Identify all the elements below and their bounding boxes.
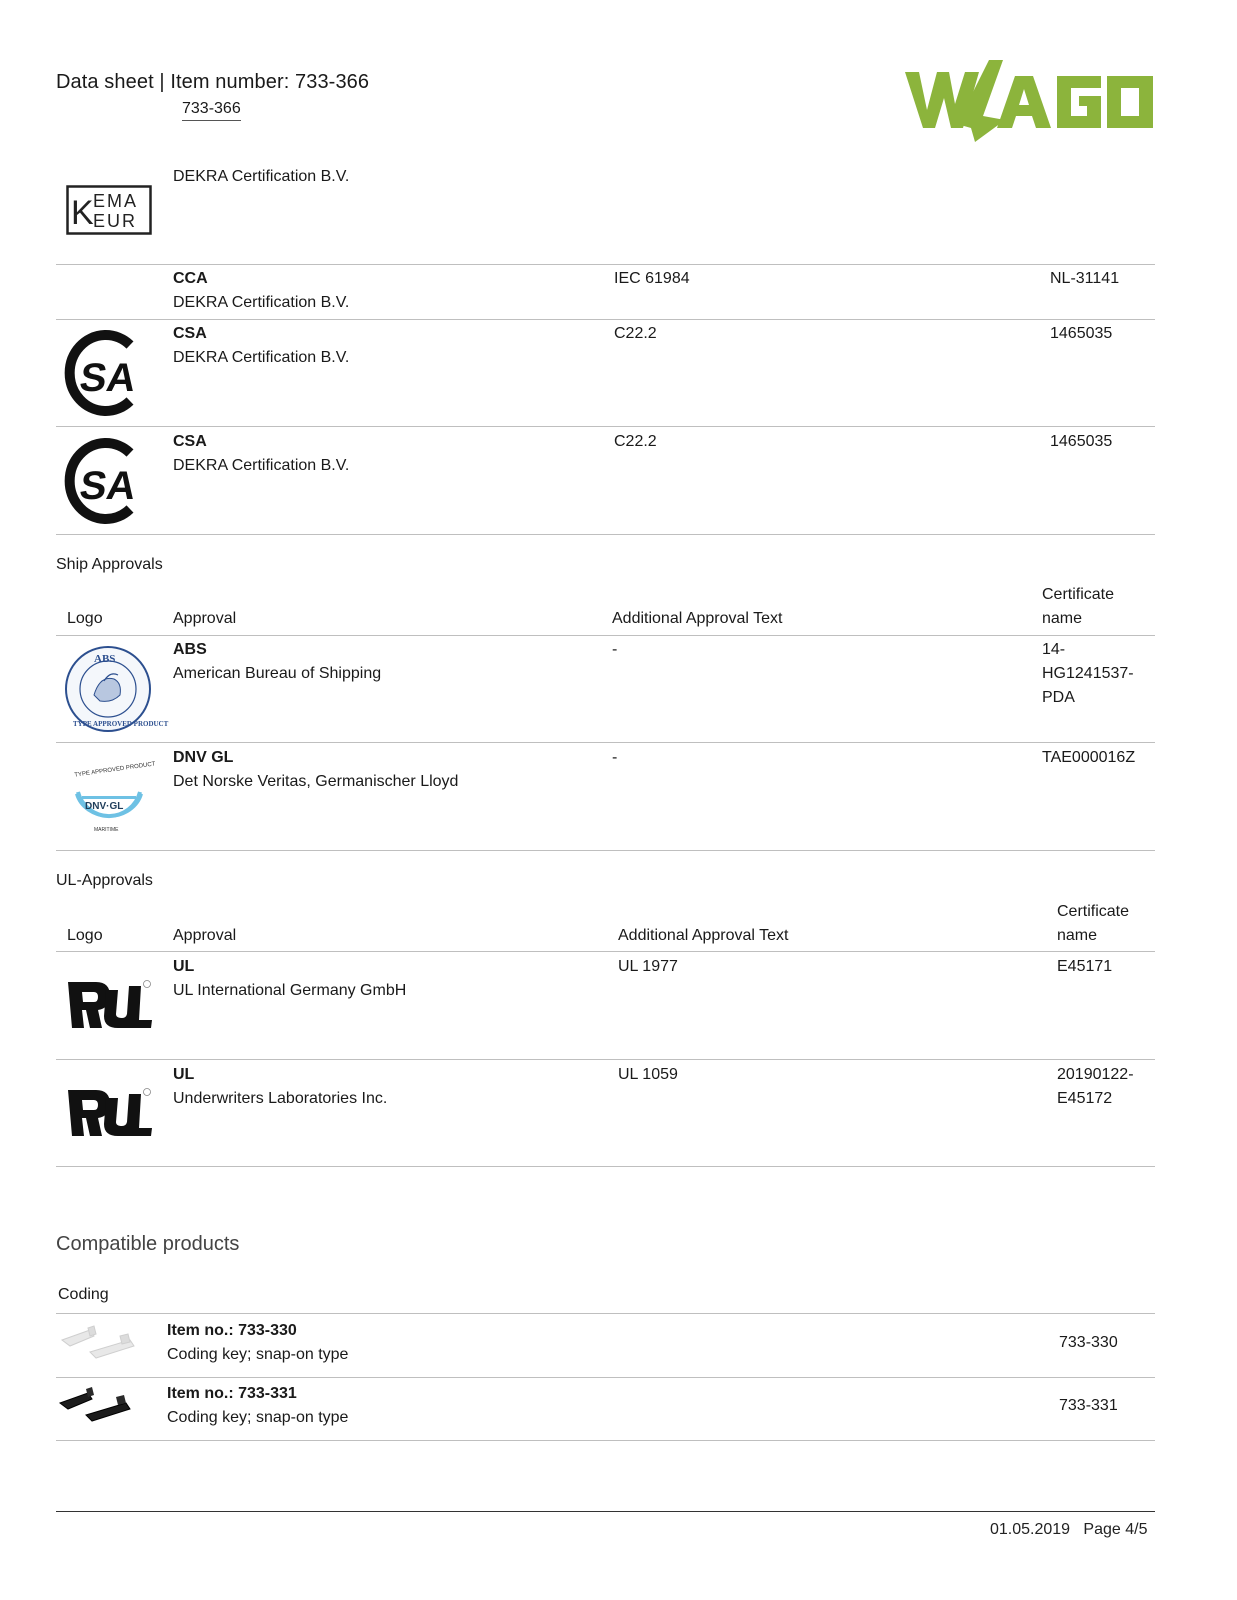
- certificate-name: TAE000016Z: [1042, 749, 1136, 766]
- svg-text:SA: SA: [77, 463, 139, 508]
- item-number-link[interactable]: 733-366: [182, 100, 241, 121]
- approval-org: DEKRA Certification B.V.: [173, 349, 350, 366]
- divider: [56, 635, 1155, 636]
- dnv-gl-logo-subtext: MARITIME: [94, 827, 119, 833]
- column-header: name: [1042, 610, 1083, 627]
- dnv-gl-logo: [68, 756, 156, 836]
- column-header: Logo: [67, 610, 103, 627]
- abs-logo: [64, 645, 169, 733]
- divider: [56, 850, 1155, 851]
- certificate-name: PDA: [1042, 689, 1075, 706]
- column-header: Certificate: [1042, 586, 1115, 603]
- csa-logo: [70, 437, 148, 525]
- approval-name: UL: [173, 958, 195, 975]
- approval-standard: IEC 61984: [614, 270, 690, 287]
- kema-letter: K: [71, 194, 94, 232]
- approval-org: DEKRA Certification B.V.: [173, 168, 350, 185]
- certificate-name: E45172: [1057, 1090, 1113, 1107]
- approval-name: DNV GL: [173, 749, 234, 766]
- approval-name: CSA: [173, 325, 207, 342]
- approval-org: UL International Germany GmbH: [173, 982, 407, 999]
- column-header: Approval: [173, 610, 237, 627]
- abs-logo-text: ABS: [94, 653, 116, 665]
- column-header: Logo: [67, 927, 103, 944]
- divider: [56, 1313, 1155, 1314]
- divider: [56, 951, 1155, 952]
- section-title: Ship Approvals: [56, 556, 163, 573]
- footer-divider: [56, 1511, 1155, 1512]
- footer-page: Page 4/5: [1083, 1521, 1148, 1538]
- approval-standard: C22.2: [614, 433, 657, 450]
- approval-org: DEKRA Certification B.V.: [173, 294, 350, 311]
- column-header: Approval: [173, 927, 237, 944]
- product-description: Coding key; snap-on type: [167, 1346, 349, 1363]
- certificate-name: 20190122-: [1057, 1066, 1134, 1083]
- column-header: Certificate: [1057, 903, 1130, 920]
- divider: [56, 742, 1155, 743]
- additional-text: UL 1977: [618, 958, 678, 975]
- approval-name: UL: [173, 1066, 195, 1083]
- approval-org: DEKRA Certification B.V.: [173, 457, 350, 474]
- approval-org: Underwriters Laboratories Inc.: [173, 1090, 388, 1107]
- ul-recognized-logo: [66, 978, 154, 1032]
- approval-name: CCA: [173, 270, 208, 287]
- group-title: Coding: [58, 1286, 109, 1303]
- divider: [56, 1166, 1155, 1167]
- approval-org: Det Norske Veritas, Germanischer Lloyd: [173, 773, 459, 790]
- certificate-name: E45171: [1057, 958, 1113, 975]
- divider: [56, 319, 1155, 320]
- approval-org: American Bureau of Shipping: [173, 665, 382, 682]
- certificate-name: 1465035: [1050, 325, 1113, 342]
- product-number[interactable]: 733-331: [1059, 1397, 1118, 1414]
- eur-text: EUR: [93, 211, 138, 231]
- approval-standard: C22.2: [614, 325, 657, 342]
- divider: [56, 264, 1155, 265]
- footer-date: 01.05.2019: [990, 1521, 1071, 1538]
- product-item-number[interactable]: Item no.: 733-331: [167, 1385, 297, 1402]
- svg-text:SA: SA: [77, 355, 139, 400]
- coding-key-image[interactable]: [60, 1322, 136, 1362]
- certificate-name: 14-: [1042, 641, 1066, 658]
- divider: [56, 534, 1155, 535]
- additional-text: UL 1059: [618, 1066, 678, 1083]
- certificate-name: HG1241537-: [1042, 665, 1134, 682]
- product-number[interactable]: 733-330: [1059, 1334, 1118, 1351]
- section-heading: Compatible products: [56, 1233, 240, 1255]
- additional-text: -: [612, 641, 618, 658]
- divider: [56, 426, 1155, 427]
- page-title: Data sheet | Item number: 733-366: [56, 71, 370, 93]
- wago-logo: [905, 58, 1155, 142]
- divider: [56, 1059, 1155, 1060]
- divider: [56, 1377, 1155, 1378]
- coding-key-image[interactable]: [58, 1385, 134, 1425]
- product-item-number[interactable]: Item no.: 733-330: [167, 1322, 297, 1339]
- kema-text: EMA: [93, 191, 139, 211]
- additional-text: -: [612, 749, 618, 766]
- kema-eur-logo: [66, 185, 152, 235]
- approval-name: CSA: [173, 433, 207, 450]
- ul-recognized-logo: [66, 1086, 154, 1140]
- product-description: Coding key; snap-on type: [167, 1409, 349, 1426]
- divider: [56, 1440, 1155, 1441]
- dnv-gl-logo-caption: TYPE APPROVED PRODUCT: [74, 761, 156, 779]
- certificate-name: NL-31141: [1050, 270, 1120, 287]
- section-title: UL-Approvals: [56, 872, 153, 889]
- dnv-gl-logo-text: DNV·GL: [85, 801, 124, 812]
- footer: [990, 1521, 1147, 1539]
- approval-name: ABS: [173, 641, 207, 658]
- csa-logo: [70, 329, 148, 417]
- column-header: Additional Approval Text: [618, 927, 789, 944]
- certificate-name: 1465035: [1050, 433, 1113, 450]
- abs-logo-caption: TYPE APPROVED PRODUCT: [73, 720, 169, 728]
- column-header: name: [1057, 927, 1098, 944]
- column-header: Additional Approval Text: [612, 610, 783, 627]
